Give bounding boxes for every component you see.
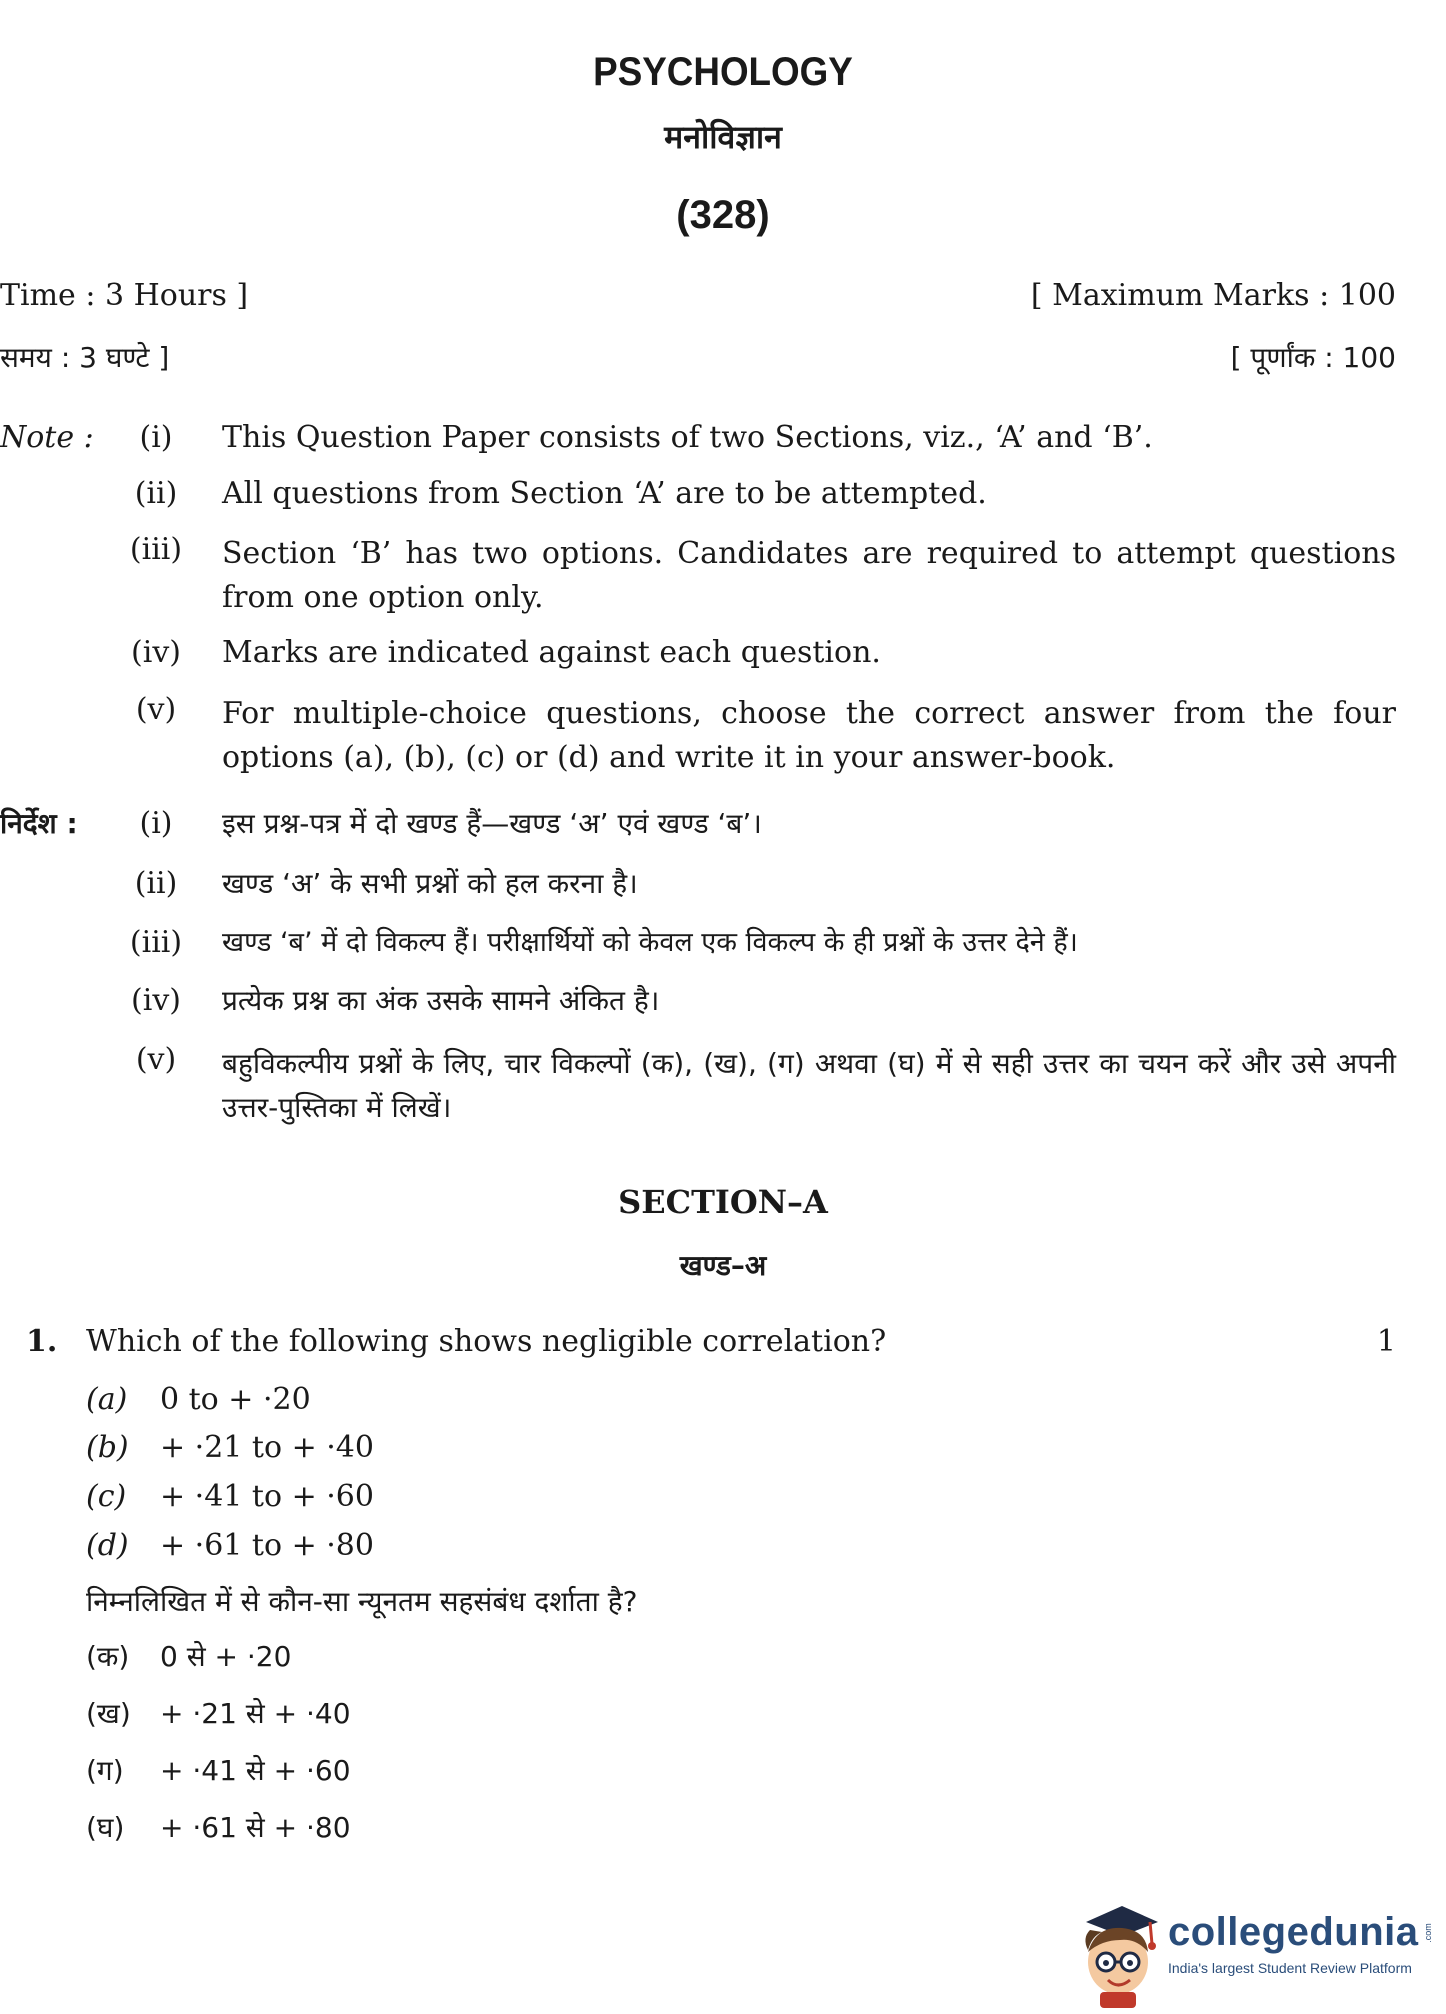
note-text-hi: खण्ड ‘अ’ के सभी प्रश्नों को हल करना है। — [222, 867, 638, 900]
option-label-hi: (ख) — [86, 1697, 131, 1730]
max-marks-en: [ Maximum Marks : 100 — [1030, 278, 1396, 313]
note-text: Section ‘B’ has two options. Candidates are required to attempt questions from one option only. — [222, 536, 1396, 615]
option-label: (c) — [86, 1479, 127, 1514]
note-label-hi: निर्देश : — [0, 807, 78, 840]
subject-title-en: PSYCHOLOGY — [593, 50, 853, 94]
note-text-hi: इस प्रश्न-पत्र में दो खण्ड हैं—खण्ड ‘अ’ एवं खण्ड ‘ब’। — [222, 807, 762, 840]
mascot-icon — [1072, 1900, 1164, 2010]
question-number: 1. — [26, 1324, 58, 1359]
option-text-hi: + ·41 से + ·60 — [160, 1754, 351, 1787]
option-text: + ·21 to + ·40 — [160, 1430, 374, 1465]
option-label: (b) — [86, 1430, 129, 1465]
note-num: (v) — [135, 692, 177, 727]
logo-suffix: .com — [1422, 1923, 1433, 1943]
note-num-hi: (i) — [139, 806, 173, 841]
collegedunia-logo — [1072, 1898, 1446, 2014]
max-marks-hi: [ पूर्णांक : 100 — [1230, 341, 1396, 374]
note-num: (i) — [139, 420, 173, 455]
note-text: For multiple-choice questions, choose the correct answer from the four options (a), (b), (c) or (d) and write it in your answer-book. — [222, 696, 1396, 775]
subject-title-hi: मनोविज्ञान — [664, 118, 782, 156]
option-text: + ·61 to + ·80 — [160, 1528, 374, 1563]
question-text-hi: निम्नलिखित में से कौन-सा न्यूनतम सहसंबंध दर्शाता है? — [86, 1585, 638, 1618]
option-text-hi: + ·61 से + ·80 — [160, 1811, 351, 1844]
note-num-hi: (iv) — [131, 983, 181, 1018]
option-text: + ·41 to + ·60 — [160, 1479, 374, 1514]
note-num-hi: (v) — [135, 1042, 177, 1077]
note-num-hi: (ii) — [134, 866, 178, 901]
option-label: (a) — [86, 1382, 128, 1417]
note-label: Note : — [0, 420, 94, 455]
note-text: All questions from Section ‘A’ are to be attempted. — [222, 476, 987, 511]
option-label-hi: (क) — [86, 1640, 130, 1673]
note-num: (iv) — [131, 635, 181, 670]
option-text-hi: 0 से + ·20 — [160, 1640, 292, 1673]
note-num-hi: (iii) — [129, 925, 183, 960]
option-text-hi: + ·21 से + ·40 — [160, 1697, 351, 1730]
note-text: Marks are indicated against each question. — [222, 635, 881, 670]
subject-code: (328) — [676, 193, 770, 237]
note-num: (iii) — [129, 532, 183, 567]
option-text: 0 to + ·20 — [160, 1382, 311, 1417]
note-num: (ii) — [134, 476, 178, 511]
section-title-hi: खण्ड–अ — [679, 1249, 767, 1282]
note-text: This Question Paper consists of two Sections, viz., ‘A’ and ‘B’. — [222, 420, 1153, 455]
time-hi: समय : 3 घण्टे ] — [0, 341, 170, 374]
question-marks: 1 — [1376, 1324, 1396, 1359]
logo-wordmark: collegedunia — [1168, 1910, 1419, 1954]
time-en: Time : 3 Hours ] — [0, 278, 249, 313]
option-label-hi: (ग) — [86, 1754, 124, 1787]
section-title-en: SECTION–A — [618, 1183, 828, 1221]
note-text-hi: प्रत्येक प्रश्न का अंक उसके सामने अंकित है। — [222, 984, 660, 1017]
logo-tagline: India's largest Student Review Platform — [1168, 1960, 1412, 1976]
note-text-hi: खण्ड ‘ब’ में दो विकल्प हैं। परीक्षार्थियों को केवल एक विकल्प के ही प्रश्नों के उत्तर देने हैं। — [222, 927, 1078, 958]
option-label-hi: (घ) — [86, 1811, 125, 1844]
option-label: (d) — [86, 1528, 129, 1563]
question-text-en: Which of the following shows negligible correlation? — [86, 1324, 887, 1359]
note-text-hi: बहुविकल्पीय प्रश्नों के लिए, चार विकल्पों (क), (ख), (ग) अथवा (घ) में से सही उत्तर का चयन करें और उसे अपनी उत्तर-पुस्तिका में लिखें। — [222, 1047, 1396, 1124]
